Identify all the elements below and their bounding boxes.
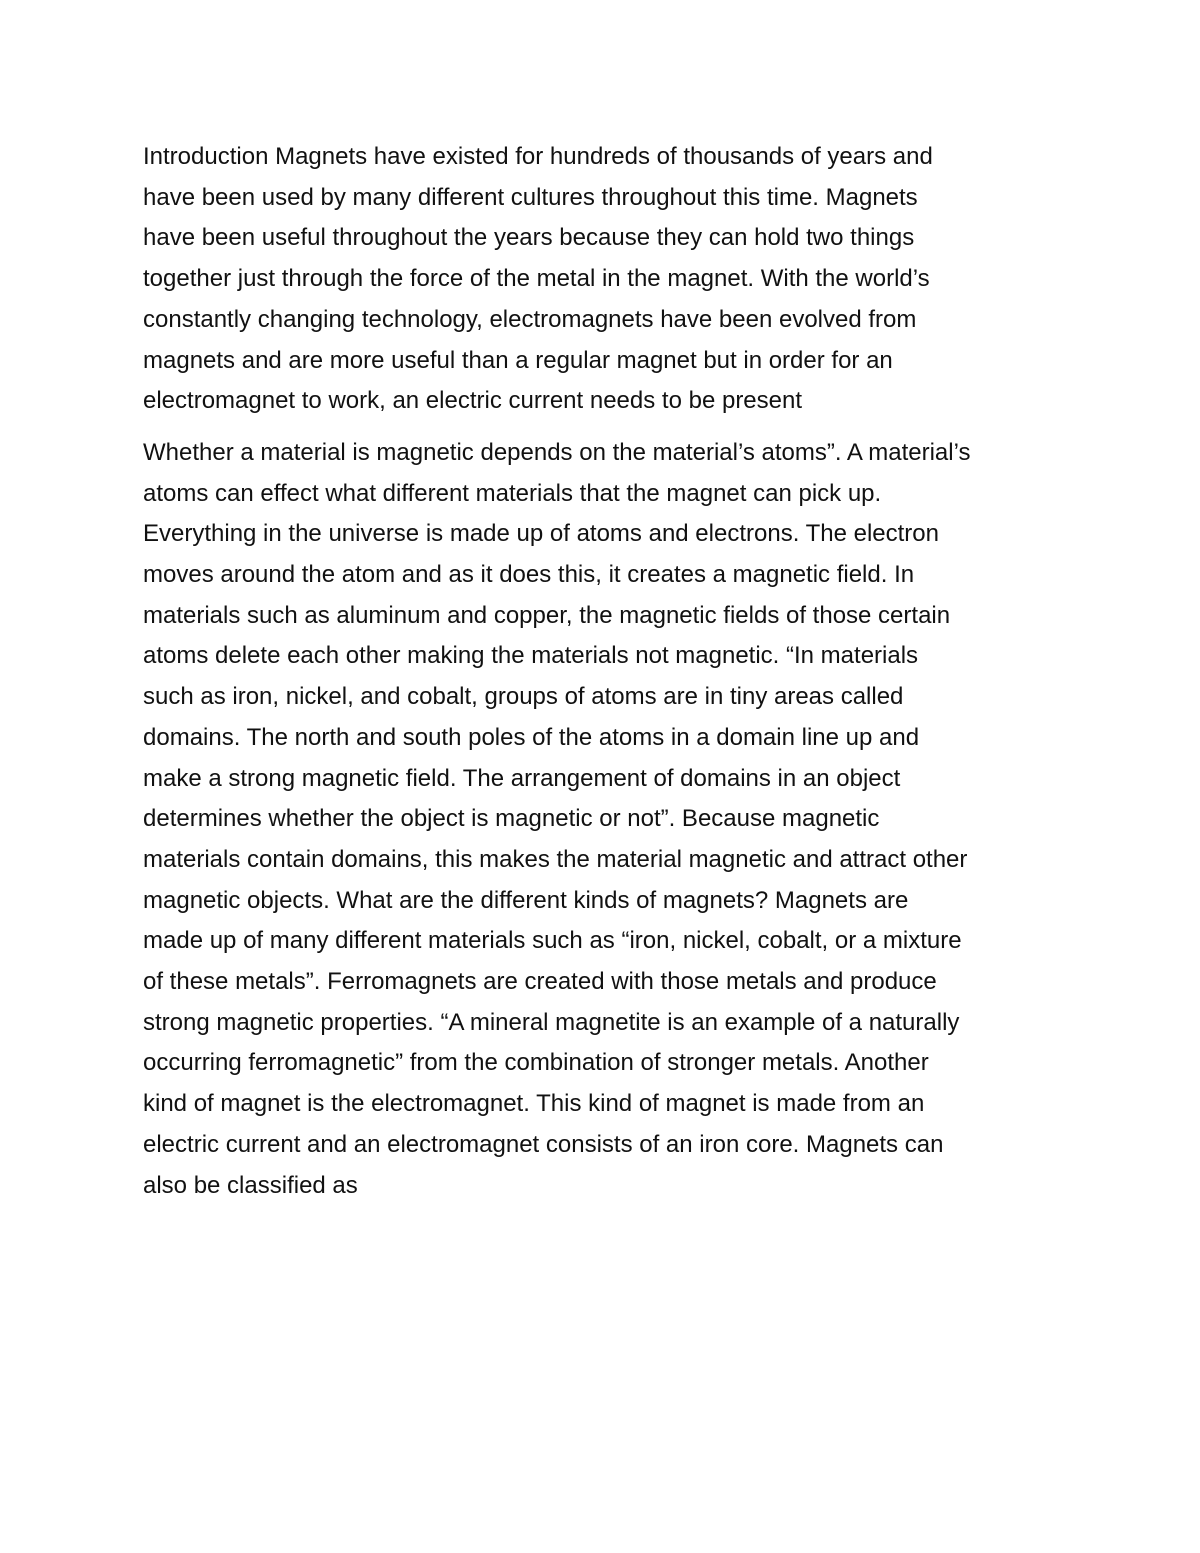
text-line: atoms can effect what different materials that the magnet can pick up. bbox=[143, 479, 882, 507]
text-line: strong magnetic properties. “A mineral magnetite is an example of a naturally bbox=[143, 1008, 960, 1036]
text-line: materials such as aluminum and copper, the magnetic fields of those certain bbox=[143, 601, 951, 629]
document-body bbox=[143, 137, 1063, 1206]
text-line: electric current and an electromagnet consists of an iron core. Magnets can bbox=[143, 1130, 944, 1158]
text-line: magnetic objects. What are the different kinds of magnets? Magnets are bbox=[143, 886, 909, 914]
text-line: have been used by many different cultures throughout this time. Magnets bbox=[143, 183, 918, 211]
text-line: materials contain domains, this makes the material magnetic and attract other bbox=[143, 845, 968, 873]
text-line: made up of many different materials such as “iron, nickel, cobalt, or a mixture bbox=[143, 927, 962, 955]
text-line: Introduction Magnets have existed for hundreds of thousands of years and bbox=[143, 143, 933, 170]
text-line: of these metals”. Ferromagnets are created with those metals and produce bbox=[143, 968, 937, 996]
text-line: kind of magnet is the electromagnet. This kind of magnet is made from an bbox=[143, 1090, 925, 1118]
text-line: determines whether the object is magnetic or not”. Because magnetic bbox=[143, 805, 880, 833]
text-line: Everything in the universe is made up of atoms and electrons. The electron bbox=[143, 520, 939, 548]
text-line: constantly changing technology, electromagnets have been evolved from bbox=[143, 305, 917, 333]
text-line: domains. The north and south poles of the atoms in a domain line up and bbox=[143, 723, 920, 751]
text-line: occurring ferromagnetic” from the combination of stronger metals. Another bbox=[143, 1049, 929, 1077]
paragraph-introduction bbox=[143, 137, 1063, 422]
paragraph-magnetism bbox=[143, 433, 1063, 1206]
text-line: such as iron, nickel, and cobalt, groups of atoms are in tiny areas called bbox=[143, 683, 904, 711]
text-line: electromagnet to work, an electric current needs to be present bbox=[143, 387, 803, 415]
text-line: have been useful throughout the years because they can hold two things bbox=[143, 224, 915, 252]
text-line: atoms delete each other making the materials not magnetic. “In materials bbox=[143, 642, 919, 670]
text-line: Whether a material is magnetic depends on the material’s atoms”. A material’s bbox=[143, 438, 971, 466]
text-line: magnets and are more useful than a regular magnet but in order for an bbox=[143, 346, 893, 374]
text-line: also be classified as bbox=[143, 1171, 358, 1199]
text-line: together just through the force of the metal in the magnet. With the world’s bbox=[143, 265, 930, 293]
text-line: make a strong magnetic field. The arrangement of domains in an object bbox=[143, 764, 901, 792]
text-line: moves around the atom and as it does this, it creates a magnetic field. In bbox=[143, 561, 915, 589]
